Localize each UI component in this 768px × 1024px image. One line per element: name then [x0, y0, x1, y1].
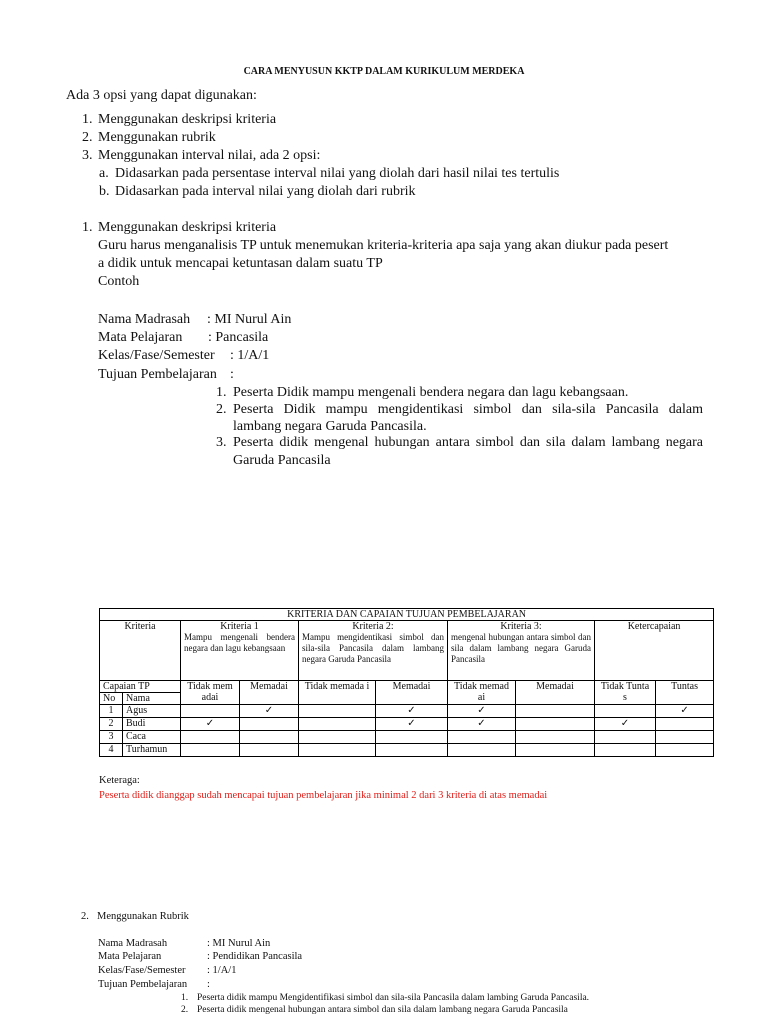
mark-cell	[516, 718, 595, 731]
mark-cell: ✓	[448, 705, 516, 718]
field-label: Kelas/Fase/Semester	[98, 348, 215, 363]
level-header: Tuntas	[656, 681, 714, 705]
mark-cell	[656, 744, 714, 757]
nama-header: Nama	[123, 693, 181, 705]
field-kelas	[98, 964, 237, 978]
note-label: Keteraga:	[99, 775, 140, 786]
table-row	[100, 705, 714, 718]
mark-cell	[516, 731, 595, 744]
field-tujuan	[98, 978, 210, 992]
field-mapel	[98, 950, 303, 964]
sub-option-letter: b.	[99, 184, 110, 199]
sub-option-text: Didasarkan pada persentase interval nilai yang diolah dari hasil nilai tes tertulis	[115, 166, 560, 181]
mark-cell: ✓	[240, 705, 299, 718]
row-no: 2	[100, 718, 123, 731]
field-value: : Pendidikan Pancasila	[207, 951, 303, 962]
option-text: Menggunakan rubrik	[98, 130, 216, 145]
goal-text: Peserta Didik mampu mengidentikasi simbol dan sila-sila Pancasila dalam	[233, 402, 703, 417]
section1-paragraph-line2: a didik untuk mencapai ketuntasan dalam suatu TP	[98, 256, 383, 271]
mark-cell: ✓	[181, 718, 240, 731]
field-kelas	[98, 347, 270, 365]
goal-number: 1.	[181, 993, 189, 1003]
mark-cell	[299, 744, 376, 757]
option-item	[82, 111, 277, 129]
mark-cell	[656, 718, 714, 731]
goal-item	[181, 1004, 568, 1016]
field-mapel	[98, 329, 269, 347]
document-title: CARA MENYUSUN KKTP DALAM KURIKULUM MERDEKA	[243, 66, 525, 77]
field-value: :	[207, 979, 210, 990]
table-caption: KRITERIA DAN CAPAIAN TUJUAN PEMBELAJARAN	[100, 609, 714, 621]
row-name: Turhamun	[123, 744, 181, 757]
criteria-name: Kriteria 2:	[352, 621, 394, 632]
sub-option-letter: a.	[99, 166, 109, 181]
option-item	[82, 129, 216, 147]
criteria-cell	[181, 621, 299, 681]
section-number: 2.	[81, 911, 89, 922]
no-header: No	[100, 693, 123, 705]
mark-cell	[448, 744, 516, 757]
level-header: Memadai	[516, 681, 595, 705]
sub-option-text: Didasarkan pada interval nilai yang diolah dari rubrik	[115, 184, 416, 199]
table-row	[100, 731, 714, 744]
mark-cell: ✓	[656, 705, 714, 718]
mark-cell	[595, 705, 656, 718]
mark-cell	[240, 744, 299, 757]
mark-cell	[299, 731, 376, 744]
mark-cell	[181, 731, 240, 744]
row-name: Agus	[123, 705, 181, 718]
row-name: Caca	[123, 731, 181, 744]
goal-number: 1.	[216, 385, 227, 400]
criteria-desc: Mampu mengenali bendera negara dan lagu kebangsaan	[184, 632, 295, 653]
kriteria-header: Kriteria	[100, 621, 181, 681]
mark-cell: ✓	[448, 718, 516, 731]
criteria-cell	[299, 621, 448, 681]
field-label: Kelas/Fase/Semester	[98, 965, 186, 976]
mark-cell	[299, 705, 376, 718]
field-label: Mata Pelajaran	[98, 330, 183, 345]
mark-cell: ✓	[376, 718, 448, 731]
mark-cell	[595, 731, 656, 744]
row-no: 4	[100, 744, 123, 757]
field-value: : MI Nurul Ain	[207, 312, 292, 327]
mark-cell	[240, 718, 299, 731]
section-number: 1.	[82, 220, 93, 235]
mark-cell	[656, 731, 714, 744]
option-number: 2.	[82, 130, 93, 145]
mark-cell	[181, 744, 240, 757]
table-row	[100, 744, 714, 757]
field-madrasah	[98, 937, 271, 951]
level-header: Tidak mem adai	[181, 681, 240, 705]
field-label: Tujuan Pembelajaran	[98, 979, 188, 990]
option-number: 1.	[82, 112, 93, 127]
capaian-header: Capaian TP	[100, 681, 181, 693]
goal-text: Peserta didik mengenal hubungan antara simbol dan sila dalam lambang negara	[233, 435, 703, 450]
mark-cell	[240, 731, 299, 744]
section-heading-text: Menggunakan deskripsi kriteria	[98, 220, 277, 235]
level-header: Tidak Tunta s	[595, 681, 656, 705]
intro-text: Ada 3 opsi yang dapat digunakan:	[66, 88, 257, 103]
goal-text-cont: lambang negara Garuda Pancasila.	[233, 419, 427, 434]
level-header: Tidak memada i	[299, 681, 376, 705]
goal-text-cont: Garuda Pancasila	[233, 453, 331, 468]
level-header: Memadai	[376, 681, 448, 705]
field-madrasah	[98, 311, 292, 329]
field-tujuan	[98, 366, 234, 384]
mark-cell: ✓	[376, 705, 448, 718]
mark-cell	[595, 744, 656, 757]
field-value: : Pancasila	[208, 330, 269, 345]
level-header: Tidak memad ai	[448, 681, 516, 705]
field-value: :	[230, 367, 234, 382]
sub-option-item	[99, 165, 560, 183]
level-header: Memadai	[240, 681, 299, 705]
criteria-cell	[448, 621, 595, 681]
table-row	[100, 718, 714, 731]
criteria-desc: Mampu mengidentikasi simbol dan sila-sila Pancasila dalam lambang negara Garuda Pancasila	[302, 632, 444, 664]
mark-cell	[376, 731, 448, 744]
section1-paragraph-line1: Guru harus menganalisis TP untuk menemukan kriteria-kriteria apa saja yang akan diukur pada pesert	[98, 238, 669, 253]
row-no: 1	[100, 705, 123, 718]
example-label: Contoh	[98, 274, 140, 289]
sub-option-item	[99, 183, 416, 201]
field-value: : MI Nurul Ain	[207, 938, 271, 949]
field-value: : 1/A/1	[207, 965, 237, 976]
criteria-table	[99, 608, 714, 757]
field-label: Tujuan Pembelajaran	[98, 367, 217, 382]
field-label: Nama Madrasah	[98, 938, 168, 949]
section2-heading	[81, 910, 189, 924]
mark-cell	[376, 744, 448, 757]
option-item	[82, 147, 321, 165]
row-no: 3	[100, 731, 123, 744]
goal-text: Peserta didik mampu Mengidentifikasi simbol dan sila-sila Pancasila dalam lambing Garuda Pancasila.	[197, 993, 590, 1003]
section1-heading	[82, 219, 277, 237]
criteria-desc: mengenal hubungan antara simbol dan sila dalam lambang negara Garuda Pancasila	[451, 632, 591, 664]
mark-cell	[448, 731, 516, 744]
field-value: : 1/A/1	[230, 348, 270, 363]
field-label: Mata Pelajaran	[98, 951, 162, 962]
mark-cell	[299, 718, 376, 731]
field-label: Nama Madrasah	[98, 312, 191, 327]
criteria-name: Kriteria 3:	[500, 621, 542, 632]
goal-text: Peserta Didik mampu mengenali bendera negara dan lagu kebangsaan.	[233, 385, 629, 400]
goal-item	[181, 992, 590, 1004]
row-name: Budi	[123, 718, 181, 731]
goal-number: 3.	[216, 435, 227, 450]
mark-cell	[181, 705, 240, 718]
section-heading-text: Menggunakan Rubrik	[97, 911, 189, 922]
goal-number: 2.	[181, 1005, 189, 1015]
criteria-name: Kriteria 1	[220, 621, 259, 632]
ketercapaian-header: Ketercapaian	[595, 621, 714, 681]
option-number: 3.	[82, 148, 93, 163]
mark-cell	[516, 744, 595, 757]
option-text: Menggunakan interval nilai, ada 2 opsi:	[98, 148, 321, 163]
mark-cell: ✓	[595, 718, 656, 731]
option-text: Menggunakan deskripsi kriteria	[98, 112, 277, 127]
mark-cell	[516, 705, 595, 718]
goal-text: Peserta didik mengenal hubungan antara simbol dan sila dalam lambang negara Garuda Pancasila	[197, 1005, 568, 1015]
note-text: Peserta didik dianggap sudah mencapai tujuan pembelajaran jika minimal 2 dari 3 kriteria di atas memadai	[99, 790, 548, 801]
goal-number: 2.	[216, 402, 227, 417]
